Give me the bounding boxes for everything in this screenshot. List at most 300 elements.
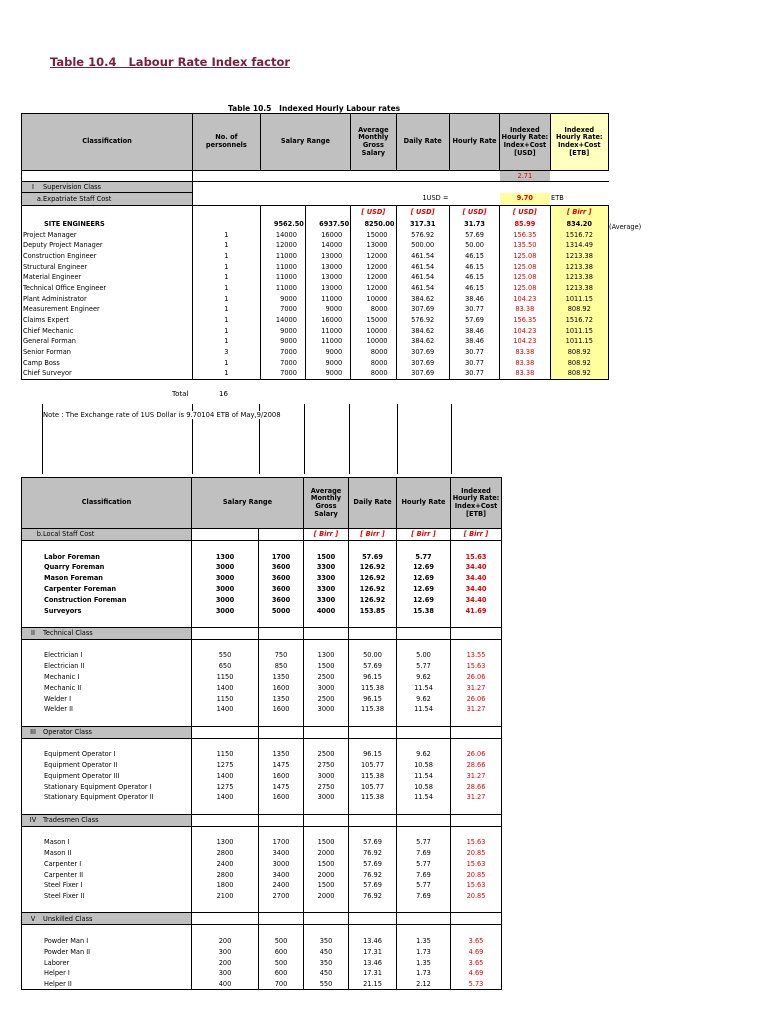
section-label: II Technical Class (22, 627, 192, 639)
cell-hourly-rate: 1.73 (397, 947, 451, 958)
table-caption: Table 10.5 Indexed Hourly Labour rates (228, 104, 401, 113)
cell-classification: Helper II (22, 979, 192, 990)
cell-hourly-rate: 11.54 (397, 792, 451, 803)
cell-daily-rate: 126.92 (349, 595, 397, 606)
cell-personnel: 1 (193, 251, 260, 262)
cell-salary-max: 1350 (259, 693, 304, 704)
table-row (22, 979, 502, 990)
cell-salary-min: 3000 (192, 595, 259, 606)
cell-daily-rate: 461.54 (396, 272, 449, 283)
cell-salary-max: 11000 (305, 294, 350, 305)
cell-indexed-etb: 4.69 (451, 968, 502, 979)
spacer-row (22, 738, 502, 749)
cell-daily-rate: 500.00 (396, 240, 449, 251)
header-indexed-etb: Indexed Hourly Rate: Index+Cost [ETB] (451, 478, 502, 529)
cell-avg-salary: 2500 (304, 693, 349, 704)
cell-salary-min: 12000 (260, 240, 305, 251)
cell-indexed-etb: 808.92 (550, 358, 608, 369)
table-row (22, 595, 502, 606)
spacer-row (22, 803, 502, 814)
table-row (22, 336, 609, 347)
cell-indexed-etb: 31.27 (451, 771, 502, 782)
cell-salary-max: 1350 (259, 672, 304, 683)
header-average-monthly: Average Monthly Gross Salary (351, 114, 396, 171)
cell-hourly-rate: 11.54 (397, 704, 451, 715)
cell-classification: Measurement Engineer (22, 304, 193, 315)
cell-daily-rate: 115.38 (349, 771, 397, 782)
cell-avg-salary: 550 (304, 979, 349, 990)
cell-indexed-etb: 34.40 (451, 562, 502, 573)
cell-indexed-usd: 156.35 (500, 230, 550, 241)
cell-classification: Mason II (22, 848, 192, 859)
section-roman: I (32, 182, 34, 191)
cell-avg-salary: 12000 (351, 262, 396, 273)
table-row (22, 562, 502, 573)
cell-salary-min: 1150 (192, 693, 259, 704)
cell-salary-min: 200 (192, 936, 259, 947)
cell-personnel: 1 (193, 283, 260, 294)
table-row (22, 326, 609, 337)
section-label: III Operator Class (22, 726, 192, 738)
section-row-local (22, 529, 502, 541)
cell-salary-min: 1275 (192, 781, 259, 792)
cell-classification: Stationary Equipment Operator I (22, 781, 192, 792)
cell-hourly-rate: 7.69 (397, 848, 451, 859)
cell-personnel: 1 (193, 368, 260, 379)
table-row (22, 584, 502, 595)
table-row (22, 859, 502, 870)
table-row (22, 781, 502, 792)
section-label: I Supervision Class (22, 182, 193, 193)
cell-salary-max: 16000 (305, 230, 350, 241)
cell-indexed-usd: 125.08 (500, 262, 550, 273)
cell-salary-max: 600 (259, 968, 304, 979)
cell-avg-salary: 10000 (351, 326, 396, 337)
cell-hourly-rate: 11.54 (397, 771, 451, 782)
cell-avg-salary: 8000 (351, 347, 396, 358)
cell-daily-rate: 115.38 (349, 683, 397, 694)
cell-indexed-etb: 3.65 (451, 936, 502, 947)
cell-daily-rate: 57.69 (349, 661, 397, 672)
cell-indexed-etb: 13.55 (451, 650, 502, 661)
cell-hourly-rate: 30.77 (449, 304, 499, 315)
cell-classification: Claims Expert (22, 315, 193, 326)
cell-daily-rate: 17.31 (349, 968, 397, 979)
cell-indexed-etb: 26.06 (451, 672, 502, 683)
cell-indexed-etb: 1314.49 (550, 240, 608, 251)
table-row (22, 947, 502, 958)
section-row (22, 627, 502, 639)
cell-salary-max: 9000 (305, 304, 350, 315)
cell-hourly-rate: 38.46 (449, 336, 499, 347)
note-box-line (304, 404, 305, 474)
section-row (22, 726, 502, 738)
cell-salary-max: 3400 (259, 869, 304, 880)
table-row (22, 347, 609, 358)
cell-personnel: 1 (193, 326, 260, 337)
cell-hourly-rate: 1.35 (397, 936, 451, 947)
cell-salary-min: 300 (192, 947, 259, 958)
table-row (22, 693, 502, 704)
subsection-label: b.Local Staff Cost (22, 529, 192, 541)
table-row (22, 272, 609, 283)
cell-avg-salary: 3000 (304, 683, 349, 694)
cell-avg-salary: 8000 (351, 304, 396, 315)
cell-salary-max: 14000 (305, 240, 350, 251)
cell-daily-rate: 576.92 (396, 315, 449, 326)
cell-avg-salary: 10000 (351, 294, 396, 305)
cell-classification: Plant Administrator (22, 294, 193, 305)
cell-avg-salary: 3300 (304, 562, 349, 573)
cell-daily-rate: 76.92 (349, 869, 397, 880)
cell-salary-max: 3600 (259, 573, 304, 584)
cell-daily-rate: 461.54 (396, 283, 449, 294)
cell-salary-max: 1350 (259, 749, 304, 760)
cell-classification: Chief Surveyor (22, 368, 193, 379)
cell-avg-salary: 4000 (304, 605, 349, 616)
cell-salary-min: 300 (192, 968, 259, 979)
total-value: 16 (219, 390, 228, 398)
cell-salary-max: 1600 (259, 704, 304, 715)
cell-hourly-rate: 7.69 (397, 891, 451, 902)
table-row (22, 749, 502, 760)
cell-salary-min: 1300 (192, 552, 259, 563)
cell-daily-rate: 13.46 (349, 957, 397, 968)
cell-classification: Electrician I (22, 650, 192, 661)
cell-salary-min: 3000 (192, 562, 259, 573)
cell-daily-rate: 307.69 (396, 304, 449, 315)
header-indexed-etb: Indexed Hourly Rate: Index+Cost [ETB] (550, 114, 608, 171)
cell-indexed-etb: 1213.38 (550, 272, 608, 283)
cell-avg-salary: 3000 (304, 792, 349, 803)
table-row (22, 936, 502, 947)
cell-avg-salary: 1300 (304, 650, 349, 661)
cell-daily-rate: 96.15 (349, 749, 397, 760)
cell-classification: Construction Engineer (22, 251, 193, 262)
table-row (22, 672, 502, 683)
cell-indexed-etb: 15.63 (451, 661, 502, 672)
cell-avg-salary: 450 (304, 968, 349, 979)
cell-salary-max: 3400 (259, 848, 304, 859)
cell-indexed-etb: 26.06 (451, 693, 502, 704)
cell-classification: Carpenter II (22, 869, 192, 880)
section-roman: V (30, 914, 36, 923)
cell-salary-max: 13000 (305, 251, 350, 262)
cell-salary-min: 11000 (260, 251, 305, 262)
cell-salary-min: 9000 (260, 326, 305, 337)
header-daily-rate: Daily Rate (349, 478, 397, 529)
exchange-unit: ETB (551, 194, 564, 203)
cell-salary-min: 3000 (192, 605, 259, 616)
exchange-value: 9.70 (500, 193, 550, 206)
cell-daily-rate: 13.46 (349, 936, 397, 947)
cell-classification: Electrician II (22, 661, 192, 672)
cell-indexed-usd: 125.08 (500, 283, 550, 294)
spacer-row (22, 639, 502, 650)
table-row (22, 792, 502, 803)
cell-indexed-etb: 26.06 (451, 749, 502, 760)
cell-classification: Mason I (22, 837, 192, 848)
cell-classification: Chief Mechanic (22, 326, 193, 337)
cell-classification: Powder Man II (22, 947, 192, 958)
cell-avg-salary: 350 (304, 936, 349, 947)
table-row (22, 294, 609, 305)
cell-personnel: 3 (193, 347, 260, 358)
cell-classification: Technical Office Engineer (22, 283, 193, 294)
cell-classification: Deputy Project Manager (22, 240, 193, 251)
cell-salary-max: 3600 (259, 562, 304, 573)
cell-salary-min: 11000 (260, 262, 305, 273)
table-row (22, 605, 502, 616)
cell-daily-rate: 57.69 (349, 880, 397, 891)
cell-hourly-rate: 5.77 (397, 552, 451, 563)
cell-personnel: 1 (193, 230, 260, 241)
table-row (22, 957, 502, 968)
unit-indexed: [ Birr ] (451, 529, 502, 541)
cell-salary-min: 7000 (260, 368, 305, 379)
section-label: IV Tradesmen Class (22, 814, 192, 826)
note-box-line (451, 404, 452, 474)
cell-hourly-rate: 11.54 (397, 683, 451, 694)
cell-avg-salary: 3300 (304, 584, 349, 595)
cell-daily-rate: 461.54 (396, 251, 449, 262)
cell-salary-min: 1400 (192, 683, 259, 694)
cell-hourly-rate: 9.62 (397, 749, 451, 760)
cell-daily-rate: 96.15 (349, 693, 397, 704)
cell-salary-min: 7000 (260, 347, 305, 358)
cell-personnel: 1 (193, 240, 260, 251)
cell-hourly-rate: 46.15 (449, 272, 499, 283)
cell-hourly-rate: 50.00 (449, 240, 499, 251)
total-label: Total (172, 390, 189, 398)
cell-salary-min: 1400 (192, 704, 259, 715)
cell-indexed-etb: 20.85 (451, 869, 502, 880)
cell-hourly-rate: 57.69 (449, 230, 499, 241)
table-row (22, 848, 502, 859)
cell-daily-rate: 76.92 (349, 891, 397, 902)
table-row (22, 880, 502, 891)
indexed-hourly-rates-table (21, 113, 609, 380)
table-row (22, 315, 609, 326)
cell-hourly-rate: 12.69 (397, 584, 451, 595)
cell-hourly-rate: 12.69 (397, 562, 451, 573)
cell-avg-salary: 2750 (304, 781, 349, 792)
cell-daily-rate: 384.62 (396, 294, 449, 305)
header-indexed-usd: Indexed Hourly Rate: Index+Cost [USD] (500, 114, 550, 171)
cell-hourly-rate: 30.77 (449, 358, 499, 369)
cell-salary-min: 550 (192, 650, 259, 661)
cell-salary-min: 7000 (260, 358, 305, 369)
table-row (22, 251, 609, 262)
cell-avg-salary: 1500 (304, 837, 349, 848)
cell-personnel: 1 (193, 336, 260, 347)
section-row (22, 814, 502, 826)
cell-personnel: 1 (193, 272, 260, 283)
table-row (22, 891, 502, 902)
subsection-row-expatriate (22, 193, 609, 206)
cell-daily-rate: 115.38 (349, 704, 397, 715)
index-factor-row (22, 171, 609, 182)
cell-salary-max: 13000 (305, 283, 350, 294)
cell-avg-salary: 2750 (304, 760, 349, 771)
cell-avg-salary: 1500 (304, 880, 349, 891)
cell-personnel: 1 (193, 262, 260, 273)
cell-classification: Construction Foreman (22, 595, 192, 606)
header-classification: Classification (22, 478, 192, 529)
cell-avg-salary: 1500 (304, 661, 349, 672)
cell-indexed-usd: 135.50 (500, 240, 550, 251)
cell-daily-rate: 384.62 (396, 326, 449, 337)
local-labour-rates-table (21, 477, 502, 990)
cell-indexed-etb: 34.40 (451, 573, 502, 584)
cell-salary-max: 13000 (305, 272, 350, 283)
cell-indexed-etb: 1516.72 (550, 230, 608, 241)
cell-salary-min: 3000 (192, 584, 259, 595)
cell-salary-min: 1150 (192, 749, 259, 760)
cell-indexed-usd: 125.08 (500, 272, 550, 283)
cell-classification: Carpenter Foreman (22, 584, 192, 595)
cell-avg-salary: 10000 (351, 336, 396, 347)
cell-indexed-etb: 15.63 (451, 859, 502, 870)
section-label: V Unskilled Class (22, 913, 192, 925)
cell-salary-min: 9000 (260, 294, 305, 305)
cell-hourly-rate: 38.46 (449, 326, 499, 337)
cell-indexed-etb: 20.85 (451, 891, 502, 902)
table-row (22, 552, 502, 563)
section-roman: IV (29, 815, 37, 824)
cell-daily-rate: 57.69 (349, 859, 397, 870)
cell-avg-salary: 2500 (304, 749, 349, 760)
cell-daily-rate: 126.92 (349, 584, 397, 595)
cell-avg-salary: 3300 (304, 573, 349, 584)
cell-salary-min: 2400 (192, 859, 259, 870)
header-hourly-rate: Hourly Rate (449, 114, 499, 171)
cell-indexed-etb: 28.66 (451, 760, 502, 771)
unit-indexed-usd: [ USD] (500, 206, 550, 219)
cell-indexed-usd: 83.38 (500, 368, 550, 379)
cell-classification: Quarry Foreman (22, 562, 192, 573)
cell-hourly-rate: 2.12 (397, 979, 451, 990)
cell-indexed-etb: 20.85 (451, 848, 502, 859)
unit-hourly: [ Birr ] (397, 529, 451, 541)
cell-salary-min: 200 (192, 957, 259, 968)
cell-classification: Labor Foreman (22, 552, 192, 563)
cell-salary-min: 1275 (192, 760, 259, 771)
cell-daily-rate: 153.85 (349, 605, 397, 616)
header-salary-range: Salary Range (192, 478, 304, 529)
table-row (22, 771, 502, 782)
cell-indexed-usd: 104.23 (500, 336, 550, 347)
cell-hourly-rate: 9.62 (397, 672, 451, 683)
cell-avg-salary: 3000 (304, 771, 349, 782)
cell-salary-max: 9000 (305, 368, 350, 379)
cell-classification: Mechanic I (22, 672, 192, 683)
cell-avg-salary: 1500 (304, 552, 349, 563)
cell-indexed-usd: 125.08 (500, 251, 550, 262)
cell-indexed-usd: 104.23 (500, 326, 550, 337)
table-row (22, 283, 609, 294)
cell-avg-salary: 8000 (351, 358, 396, 369)
cell-salary-max: 500 (259, 957, 304, 968)
spacer-row (22, 715, 502, 726)
cell-indexed-etb: 31.27 (451, 792, 502, 803)
cell-indexed-etb: 1011.15 (550, 326, 608, 337)
cell-daily-rate: 57.69 (349, 837, 397, 848)
cell-hourly-rate: 12.69 (397, 573, 451, 584)
cell-indexed-etb: 1213.38 (550, 283, 608, 294)
cell-hourly-rate: 1.73 (397, 968, 451, 979)
cell-classification: Equipment Operator I (22, 749, 192, 760)
cell-avg-salary: 350 (304, 957, 349, 968)
header-personnel: No. of personnels (193, 114, 260, 171)
cell-salary-min: 1400 (192, 792, 259, 803)
cell-classification: General Forman (22, 336, 193, 347)
cell-personnel: 1 (193, 315, 260, 326)
spacer-row (22, 541, 502, 552)
cell-classification: Steel Fixer I (22, 880, 192, 891)
cell-salary-max: 1600 (259, 771, 304, 782)
cell-daily-rate: 96.15 (349, 672, 397, 683)
cell-classification: Laborer (22, 957, 192, 968)
unit-indexed-etb: [ Birr ] (550, 206, 608, 219)
cell-indexed-etb: 1516.72 (550, 315, 608, 326)
cell-indexed-etb: 1213.38 (550, 262, 608, 273)
cell-salary-max: 5000 (259, 605, 304, 616)
header-daily-rate: Daily Rate (396, 114, 449, 171)
cell-salary-max: 11000 (305, 336, 350, 347)
note-box-line (349, 404, 350, 474)
cell-hourly-rate: 57.69 (449, 315, 499, 326)
table-row (22, 240, 609, 251)
cell-salary-max: 500 (259, 936, 304, 947)
cell-avg-salary: 2000 (304, 869, 349, 880)
cell-salary-max: 700 (259, 979, 304, 990)
cell-indexed-usd: 83.38 (500, 347, 550, 358)
cell-classification: Equipment Operator II (22, 760, 192, 771)
cell-avg-salary: 450 (304, 947, 349, 958)
cell-hourly-rate: 5.77 (397, 837, 451, 848)
cell-classification: Welder I (22, 693, 192, 704)
cell-daily-rate: 126.92 (349, 573, 397, 584)
cell-salary-max: 850 (259, 661, 304, 672)
cell-salary-max: 11000 (305, 326, 350, 337)
cell-salary-min: 14000 (260, 230, 305, 241)
table-row (22, 573, 502, 584)
cell-hourly-rate: 5.77 (397, 880, 451, 891)
cell-daily-rate: 307.69 (396, 347, 449, 358)
table-row (22, 760, 502, 771)
cell-avg-salary: 12000 (351, 272, 396, 283)
cell-indexed-etb: 34.40 (451, 584, 502, 595)
cell-salary-max: 3600 (259, 584, 304, 595)
cell-indexed-etb: 15.63 (451, 552, 502, 563)
section-row (22, 913, 502, 925)
cell-daily-rate: 384.62 (396, 336, 449, 347)
cell-daily-rate: 105.77 (349, 781, 397, 792)
cell-hourly-rate: 38.46 (449, 294, 499, 305)
cell-salary-max: 1475 (259, 760, 304, 771)
cell-salary-min: 7000 (260, 304, 305, 315)
cell-indexed-etb: 808.92 (550, 368, 608, 379)
cell-indexed-etb: 15.63 (451, 837, 502, 848)
cell-avg-salary: 3300 (304, 595, 349, 606)
note-box-line (397, 404, 398, 474)
cell-salary-min: 1400 (192, 771, 259, 782)
spacer-row (22, 925, 502, 936)
cell-personnel: 1 (193, 294, 260, 305)
cell-daily-rate: 76.92 (349, 848, 397, 859)
cell-indexed-etb: 4.69 (451, 947, 502, 958)
